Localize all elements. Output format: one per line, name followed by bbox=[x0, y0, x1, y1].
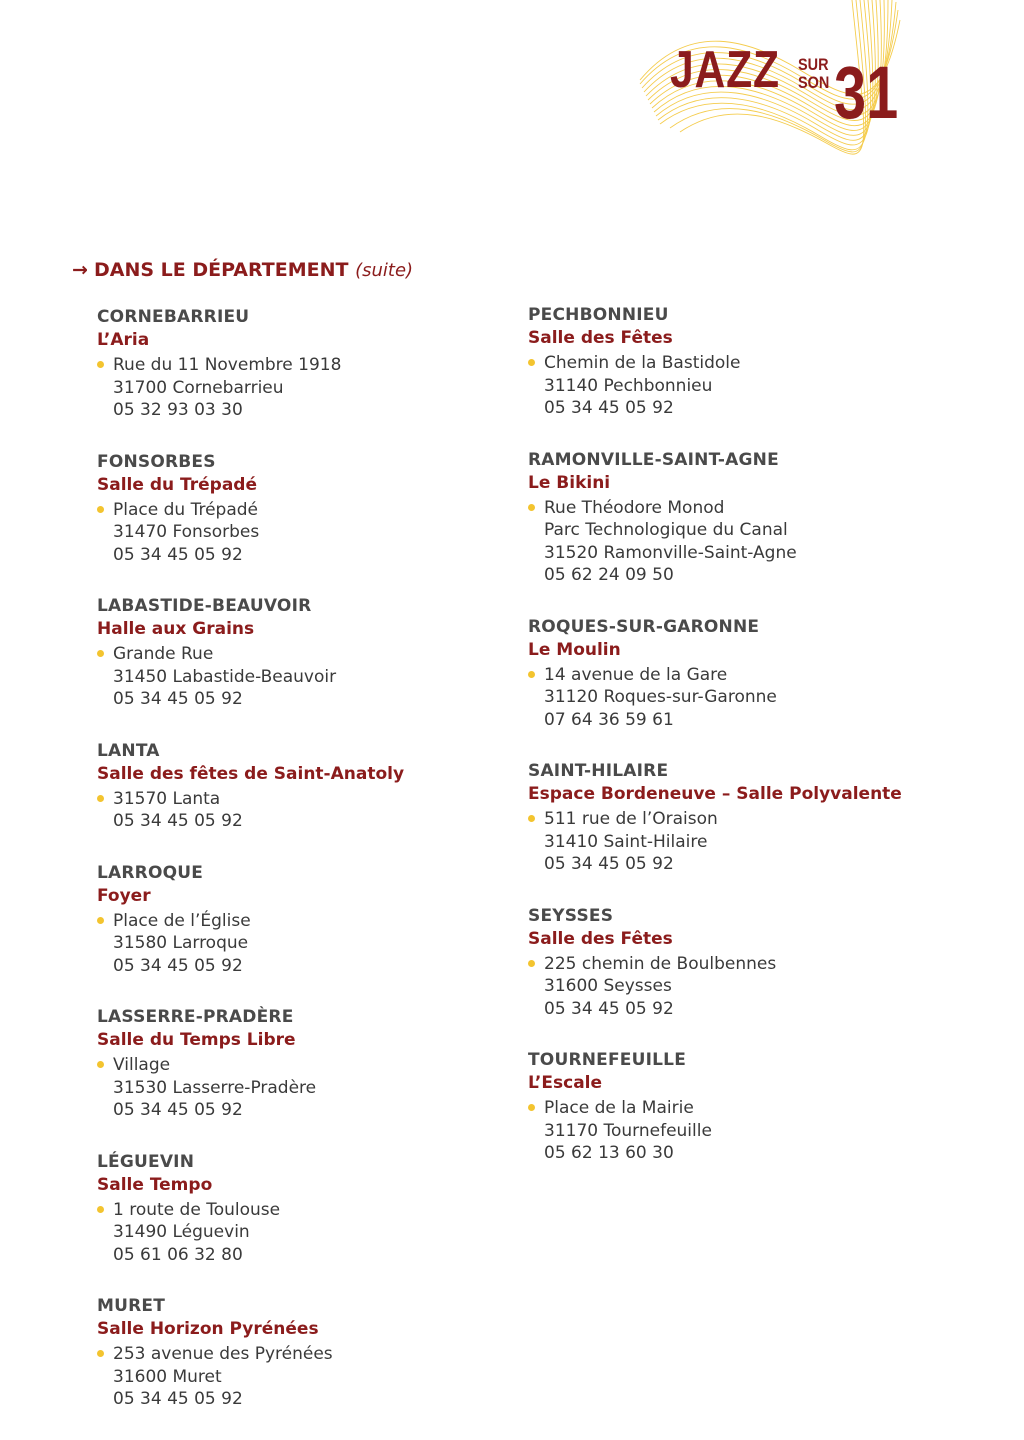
venue-entry bbox=[528, 760, 968, 876]
bullet-dot-icon bbox=[528, 815, 535, 822]
city-name: LABASTIDE-BEAUVOIR bbox=[97, 596, 312, 616]
address-line: 1 route de Toulouse bbox=[113, 1199, 281, 1220]
city-name: PECHBONNIEU bbox=[528, 305, 669, 325]
bullet-dot-icon bbox=[97, 795, 104, 802]
address-line: 31450 Labastide-Beauvoir bbox=[113, 666, 337, 687]
venue-name: Salle Horizon Pyrénées bbox=[97, 1319, 319, 1339]
city-name: ROQUES-SUR-GARONNE bbox=[528, 616, 760, 637]
address-line: Grande Rue bbox=[113, 644, 214, 664]
venue-name: Salle du Temps Libre bbox=[97, 1030, 296, 1050]
venue-entry bbox=[97, 740, 537, 833]
address-line: 31580 Larroque bbox=[113, 933, 249, 953]
address-line: 05 34 45 05 92 bbox=[544, 854, 674, 874]
bullet-dot-icon bbox=[97, 506, 104, 513]
address-line: 225 chemin de Boulbennes bbox=[544, 953, 777, 974]
section-suffix: (suite) bbox=[355, 260, 414, 281]
address-line: 05 34 45 05 92 bbox=[544, 998, 674, 1019]
venue-address bbox=[97, 643, 537, 711]
logo-jazz: JAZZ bbox=[670, 41, 780, 99]
address-line: Place de la Mairie bbox=[544, 1098, 694, 1118]
venue-address bbox=[528, 664, 968, 732]
venue-address bbox=[528, 953, 968, 1021]
address-line: 05 34 45 05 92 bbox=[113, 811, 243, 831]
address-line: 31170 Tournefeuille bbox=[544, 1120, 712, 1141]
venue-entry bbox=[528, 304, 968, 420]
venue-address bbox=[97, 1343, 537, 1411]
bullet-dot-icon bbox=[528, 1104, 535, 1111]
bullet-dot-icon bbox=[97, 1206, 104, 1213]
city-name: LANTA bbox=[97, 740, 160, 761]
bullet-dot-icon bbox=[528, 359, 535, 366]
address-line: 31530 Lasserre-Pradère bbox=[113, 1077, 317, 1098]
address-line: 31140 Pechbonnieu bbox=[544, 375, 713, 396]
address-line: 31410 Saint-Hilaire bbox=[544, 831, 708, 852]
venue-entry bbox=[97, 1295, 537, 1411]
venue-name: Salle des Fêtes bbox=[528, 928, 673, 949]
city-name: LARROQUE bbox=[97, 862, 204, 883]
address-line: 31120 Roques-sur-Garonne bbox=[544, 687, 777, 707]
city-name: TOURNEFEUILLE bbox=[528, 1050, 687, 1070]
address-line: 05 34 45 05 92 bbox=[113, 544, 243, 565]
city-name: SEYSSES bbox=[528, 905, 614, 926]
bullet-dot-icon bbox=[97, 1350, 104, 1357]
address-line: Rue Théodore Monod bbox=[544, 497, 725, 518]
city-name: MURET bbox=[97, 1296, 166, 1316]
address-line: 05 34 45 05 92 bbox=[113, 1389, 243, 1409]
venue-name: Espace Bordeneuve – Salle Polyvalente bbox=[528, 784, 902, 804]
city-name: RAMONVILLE-SAINT-AGNE bbox=[528, 449, 779, 470]
section-title-text: DANS LE DÉPARTEMENT bbox=[94, 259, 349, 281]
venue-entry bbox=[528, 449, 968, 587]
address-line: 05 62 13 60 30 bbox=[544, 1143, 674, 1163]
address-line: 31470 Fonsorbes bbox=[113, 522, 260, 542]
venue-list-right bbox=[528, 304, 968, 1194]
bullet-dot-icon bbox=[97, 1061, 104, 1068]
city-name: LÉGUEVIN bbox=[97, 1151, 195, 1172]
address-line: 05 34 45 05 92 bbox=[113, 955, 243, 976]
address-line: 07 64 36 59 61 bbox=[544, 709, 674, 730]
address-line: 05 61 06 32 80 bbox=[113, 1244, 243, 1265]
bullet-dot-icon bbox=[97, 917, 104, 924]
venue-address bbox=[528, 352, 968, 420]
address-line: 511 rue de l’Oraison bbox=[544, 809, 718, 829]
bullet-dot-icon bbox=[528, 671, 535, 678]
venue-address bbox=[97, 499, 537, 567]
logo-son: SON bbox=[798, 73, 830, 92]
address-line: 05 34 45 05 92 bbox=[544, 398, 674, 418]
venue-address bbox=[528, 1097, 968, 1165]
address-line: 31600 Muret bbox=[113, 1366, 222, 1387]
venue-name: L’Aria bbox=[97, 330, 150, 350]
bullet-dot-icon bbox=[528, 504, 535, 511]
address-line: 31570 Lanta bbox=[113, 788, 221, 809]
address-line: 31700 Cornebarrieu bbox=[113, 377, 284, 398]
logo-number: 31 bbox=[834, 51, 899, 134]
venue-entry bbox=[528, 616, 968, 732]
address-line: 05 34 45 05 92 bbox=[113, 689, 243, 709]
address-line: Place du Trépadé bbox=[113, 499, 258, 520]
arrow-right-icon: → bbox=[72, 259, 88, 281]
city-name: SAINT-HILAIRE bbox=[528, 761, 669, 781]
bullet-dot-icon bbox=[97, 361, 104, 368]
city-name: FONSORBES bbox=[97, 451, 216, 472]
section-heading bbox=[72, 257, 413, 284]
venue-name: Halle aux Grains bbox=[97, 619, 255, 639]
venue-name: Salle des fêtes de Saint-Anatoly bbox=[97, 763, 405, 784]
address-line: 253 avenue des Pyrénées bbox=[113, 1344, 333, 1364]
venue-name: Salle du Trépadé bbox=[97, 474, 257, 495]
venue-name: Salle Tempo bbox=[97, 1174, 213, 1195]
venue-entry bbox=[97, 451, 537, 567]
address-line: Parc Technologique du Canal bbox=[544, 520, 788, 540]
venue-entry bbox=[528, 905, 968, 1021]
venue-address bbox=[97, 354, 537, 422]
address-line: 05 32 93 03 30 bbox=[113, 400, 243, 420]
venue-entry bbox=[528, 1049, 968, 1165]
address-line: 14 avenue de la Gare bbox=[544, 664, 728, 685]
venue-name: L’Escale bbox=[528, 1073, 603, 1093]
venue-name: Le Moulin bbox=[528, 639, 621, 660]
venue-address bbox=[528, 497, 968, 587]
address-line: 31600 Seysses bbox=[544, 976, 672, 996]
address-line: 31520 Ramonville-Saint-Agne bbox=[544, 542, 797, 563]
venue-entry bbox=[97, 862, 537, 978]
city-name: LASSERRE-PRADÈRE bbox=[97, 1007, 294, 1027]
address-line: 05 62 24 09 50 bbox=[544, 565, 674, 585]
venue-address bbox=[97, 1199, 537, 1267]
address-line: 31490 Léguevin bbox=[113, 1222, 250, 1242]
address-line: Rue du 11 Novembre 1918 bbox=[113, 355, 342, 375]
venue-entry bbox=[97, 306, 537, 422]
venue-name: Salle des Fêtes bbox=[528, 328, 673, 348]
address-line: Chemin de la Bastidole bbox=[544, 353, 741, 373]
venue-list-left bbox=[97, 306, 537, 1440]
logo-sur: SUR bbox=[798, 55, 829, 74]
venue-name: Le Bikini bbox=[528, 472, 611, 493]
jazz-sur-son-31-logo bbox=[630, 0, 910, 160]
address-line: 05 34 45 05 92 bbox=[113, 1100, 243, 1120]
city-name: CORNEBARRIEU bbox=[97, 307, 250, 327]
bullet-dot-icon bbox=[528, 960, 535, 967]
venue-entry bbox=[97, 1151, 537, 1267]
venue-address bbox=[97, 1054, 537, 1122]
venue-address bbox=[97, 788, 537, 833]
venue-address bbox=[97, 910, 537, 978]
bullet-dot-icon bbox=[97, 650, 104, 657]
venue-name: Foyer bbox=[97, 885, 151, 906]
address-line: Village bbox=[113, 1055, 171, 1075]
venue-address bbox=[528, 808, 968, 876]
venue-entry bbox=[97, 1006, 537, 1122]
venue-entry bbox=[97, 595, 537, 711]
address-line: Place de l’Église bbox=[113, 910, 251, 931]
